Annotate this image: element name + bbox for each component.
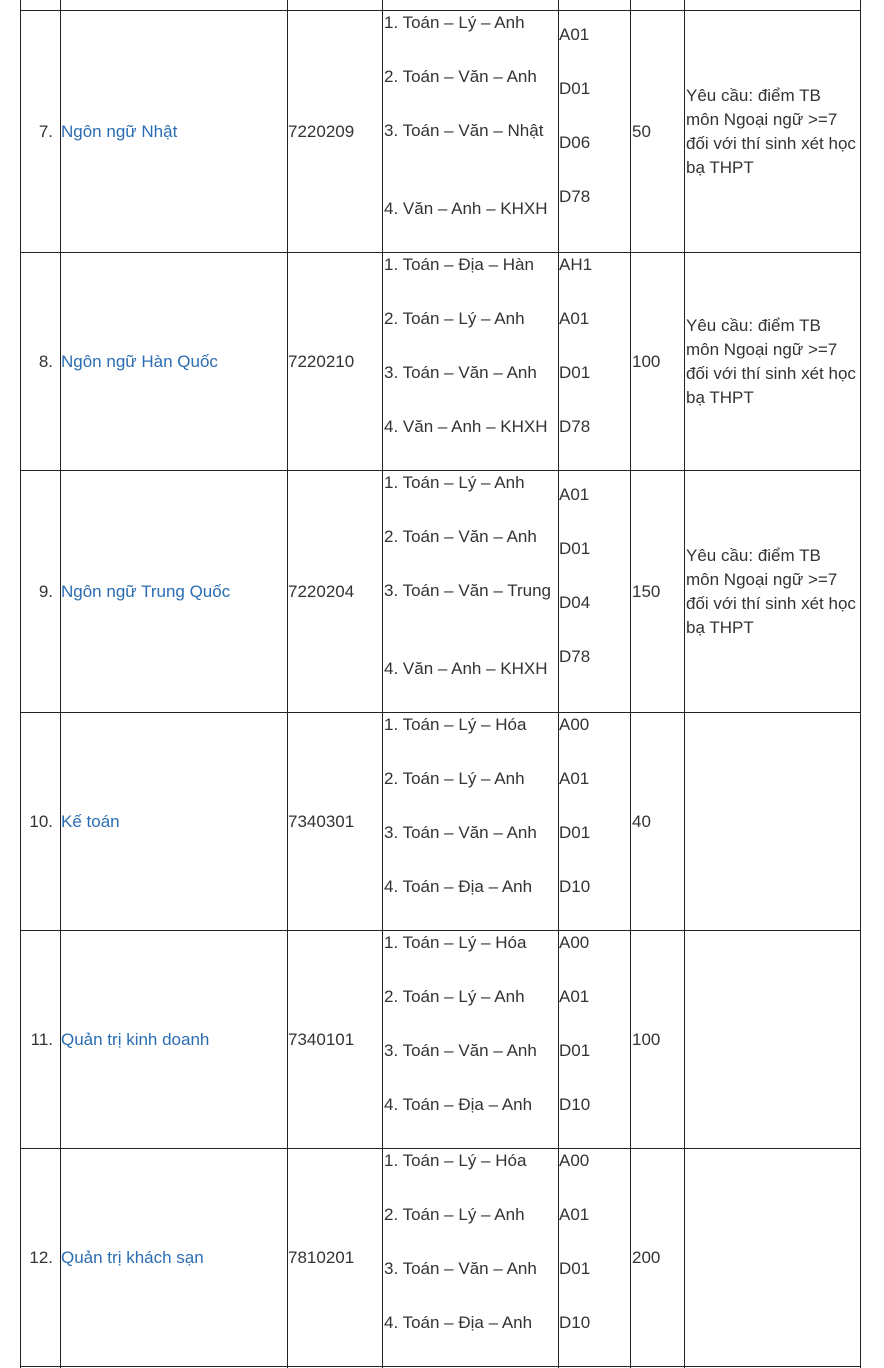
exam-block-code: A01 [559, 769, 590, 788]
exam-block-code: A01 [559, 987, 590, 1006]
subject-combination: 4. Toán – Địa – Anh [384, 1095, 533, 1114]
major-link[interactable]: Kế toán [61, 811, 120, 831]
column-divider [684, 0, 685, 1368]
major-code: 7810201 [288, 1247, 355, 1267]
major-code: 7340301 [288, 811, 355, 831]
subject-combination: 1. Toán – Lý – Hóa [384, 933, 527, 952]
subject-combination: 3. Toán – Văn – Trung [384, 581, 551, 600]
subject-combination: 2. Toán – Lý – Anh [384, 1205, 525, 1224]
subject-combination: 2. Toán – Lý – Anh [384, 309, 525, 328]
exam-block-code: D01 [559, 363, 591, 382]
subject-combination: 3. Toán – Văn – Anh [384, 1259, 537, 1278]
exam-block-code: A01 [559, 485, 590, 504]
subject-combination: 1. Toán – Địa – Hàn [384, 255, 534, 274]
quota: 100 [632, 1029, 661, 1049]
exam-block-code: D78 [559, 417, 591, 436]
exam-block-code: D78 [559, 647, 591, 666]
quota: 200 [632, 1247, 661, 1267]
subject-combination: 3. Toán – Văn – Nhật [384, 121, 544, 140]
exam-block-code: D01 [559, 539, 591, 558]
exam-block-code: D10 [559, 1313, 591, 1332]
subject-combination: 1. Toán – Lý – Hóa [384, 1151, 527, 1170]
major-code: 7220210 [288, 351, 355, 371]
quota: 150 [632, 581, 661, 601]
note: Yêu cầu: điểm TB môn Ngoại ngữ >=7 đối với thí sinh xét học bạ THPT [686, 315, 856, 407]
major-code: 7340101 [288, 1029, 355, 1049]
exam-block-code: D01 [559, 823, 591, 842]
major-link[interactable]: Ngôn ngữ Hàn Quốc [61, 351, 218, 371]
subject-combination: 4. Văn – Anh – KHXH [384, 659, 548, 678]
note: Yêu cầu: điểm TB môn Ngoại ngữ >=7 đối với thí sinh xét học bạ THPT [686, 85, 856, 177]
row-number: 7. [38, 121, 53, 141]
exam-block-code: D78 [559, 187, 591, 206]
major-code: 7220204 [288, 581, 355, 601]
exam-block-code: A00 [559, 715, 590, 734]
subject-combination: 4. Văn – Anh – KHXH [384, 417, 548, 436]
subject-combination: 1. Toán – Lý – Hóa [384, 715, 527, 734]
subject-combination: 3. Toán – Văn – Anh [384, 823, 537, 842]
exam-block-code: D10 [559, 877, 591, 896]
exam-block-code: D10 [559, 1095, 591, 1114]
exam-block-code: A01 [559, 1205, 590, 1224]
subject-combination: 2. Toán – Văn – Anh [384, 527, 537, 546]
exam-block-code: D06 [559, 133, 591, 152]
column-divider [382, 0, 383, 1368]
subject-combination: 3. Toán – Văn – Anh [384, 363, 537, 382]
subject-combination: 2. Toán – Lý – Anh [384, 987, 525, 1006]
subject-combination: 2. Toán – Lý – Anh [384, 769, 525, 788]
quota: 40 [632, 811, 651, 831]
exam-block-code: A01 [559, 25, 590, 44]
subject-combination: 1. Toán – Lý – Anh [384, 13, 525, 32]
quota: 50 [632, 121, 651, 141]
row-number: 10. [29, 811, 53, 831]
exam-block-code: D01 [559, 79, 591, 98]
exam-block-code: A00 [559, 1151, 590, 1170]
exam-block-code: D01 [559, 1259, 591, 1278]
major-link[interactable]: Quản trị kinh doanh [61, 1029, 210, 1049]
exam-block-code: A01 [559, 309, 590, 328]
note: Yêu cầu: điểm TB môn Ngoại ngữ >=7 đối với thí sinh xét học bạ THPT [686, 545, 856, 637]
exam-block-code: D01 [559, 1041, 591, 1060]
major-link[interactable]: Ngôn ngữ Trung Quốc [61, 581, 231, 601]
row-divider [20, 1366, 861, 1367]
subject-combination: 4. Toán – Địa – Anh [384, 1313, 533, 1332]
subject-combination: 1. Toán – Lý – Anh [384, 473, 525, 492]
table-border-right [860, 0, 861, 1368]
note [686, 931, 858, 1148]
exam-block-code: AH1 [559, 255, 593, 274]
major-link[interactable]: Quản trị khách sạn [61, 1247, 204, 1267]
quota: 100 [632, 351, 661, 371]
row-number: 11. [30, 1029, 53, 1049]
subject-combination: 4. Văn – Anh – KHXH [384, 199, 548, 218]
row-number: 8. [38, 351, 53, 371]
subject-combination: 2. Toán – Văn – Anh [384, 67, 537, 86]
exam-block-code: A00 [559, 933, 590, 952]
row-number: 12. [29, 1247, 53, 1267]
note [686, 713, 858, 930]
exam-block-code: D04 [559, 593, 591, 612]
major-link[interactable]: Ngôn ngữ Nhật [61, 121, 178, 141]
subject-combination: 3. Toán – Văn – Anh [384, 1041, 537, 1060]
row-number: 9. [38, 581, 53, 601]
note [686, 1149, 858, 1366]
major-code: 7220209 [288, 121, 355, 141]
subject-combination: 4. Toán – Địa – Anh [384, 877, 533, 896]
